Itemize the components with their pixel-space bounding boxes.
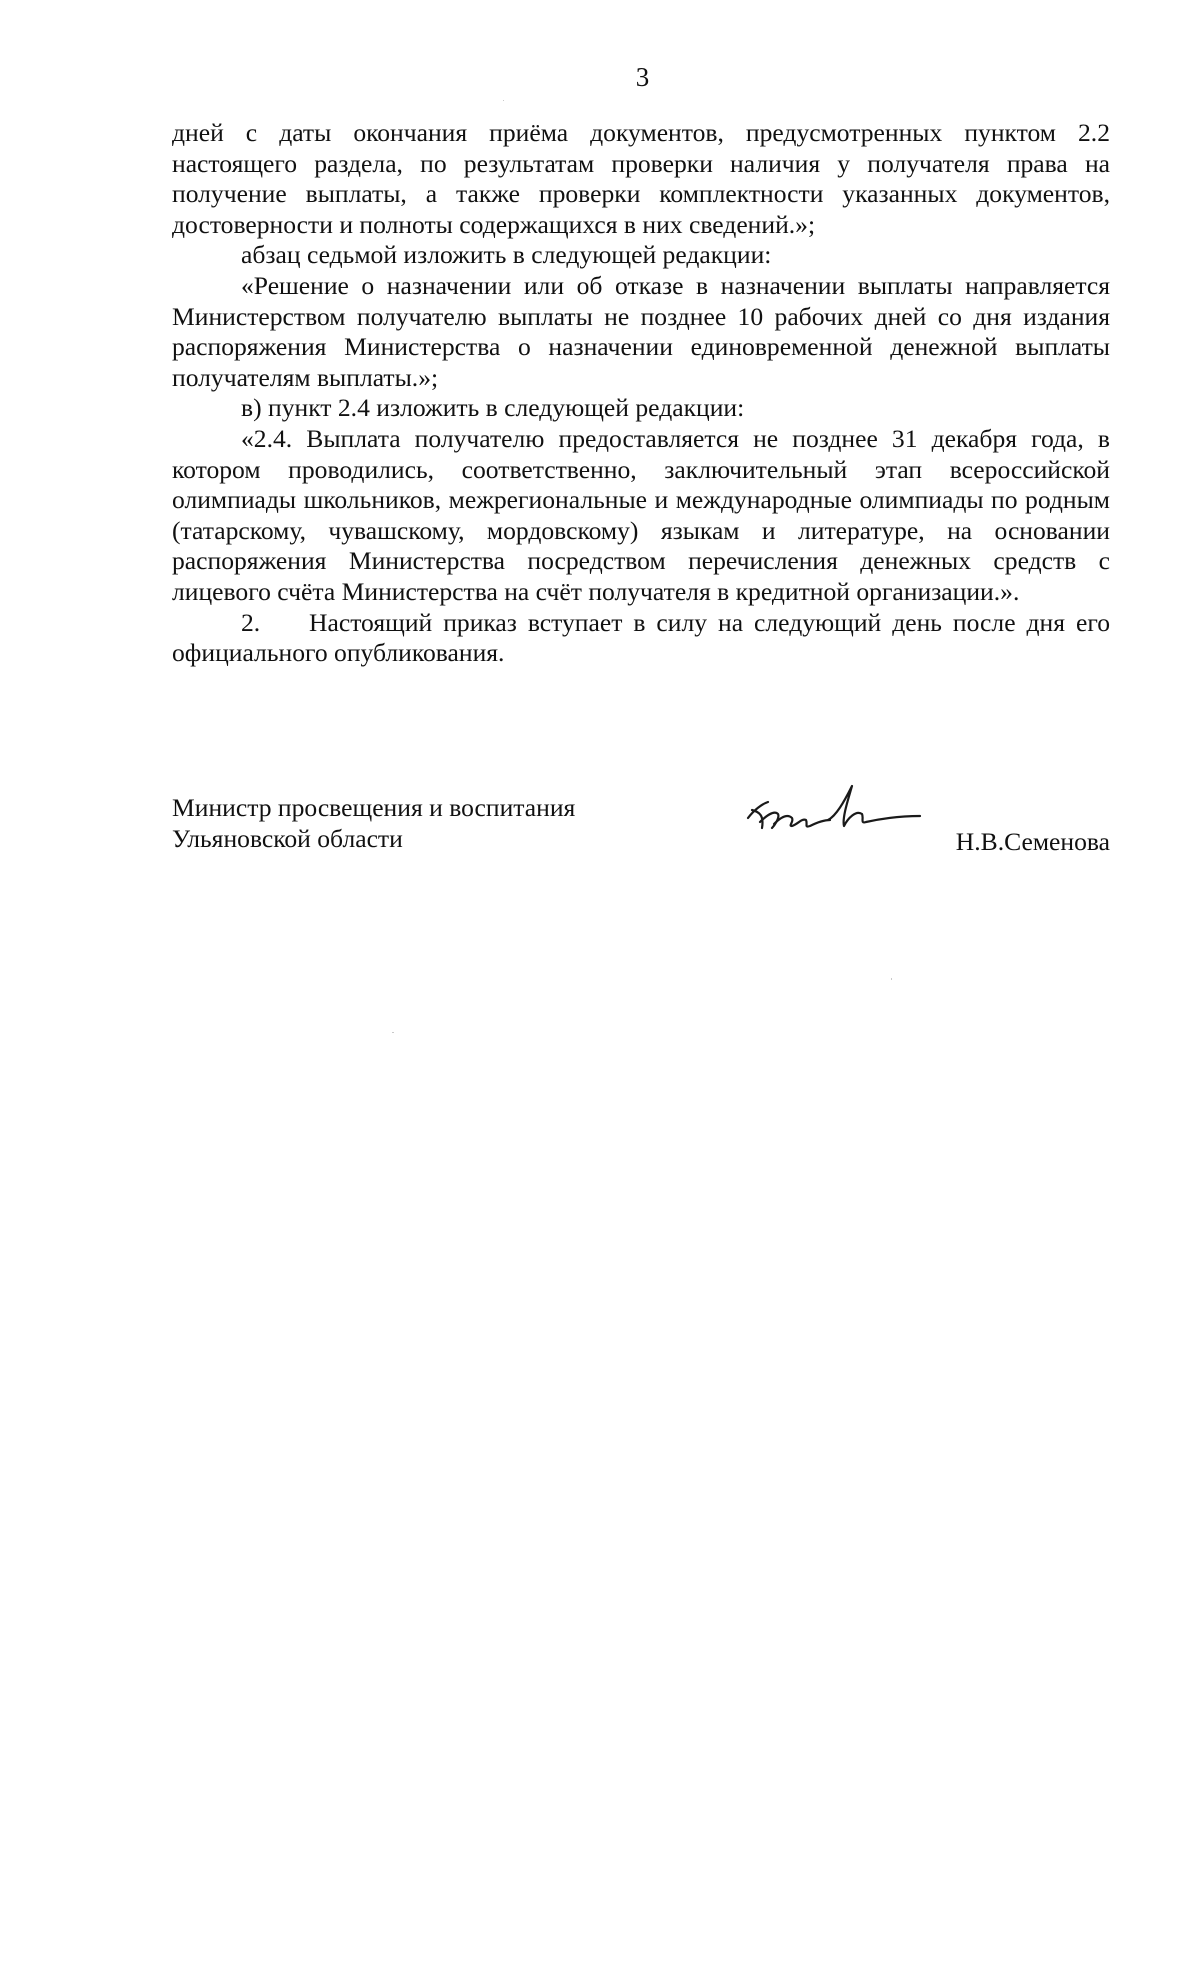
item-number: 2.	[241, 607, 261, 637]
paragraph-item-2-4-text: «2.4. Выплата получателю предоставляется не позднее 31 декабря года, в котором проводились, соответственно, заключительный этап всероссийской олимпиады школьников, межрегиональные и международные олимпиады по родным (татарскому, чувашскому, мордовскому) языкам и литературе, на основании распоряжения Министерства посредством перечисления денежных средств с лицевого счёта Министерства на счёт получателя в кредитной организации.».	[172, 423, 1110, 606]
scan-speck	[891, 978, 892, 980]
signer-position-line-2: Ульяновской области	[172, 824, 403, 853]
document-body	[172, 118, 1110, 669]
page-number: 3	[635, 62, 650, 92]
signer-position	[172, 792, 575, 854]
handwritten-signature-icon	[744, 780, 924, 842]
paragraph-seventh-abzac-intro: абзац седьмой изложить в следующей редакции:	[241, 240, 772, 270]
scan-speck	[503, 100, 504, 101]
paragraph-item-v-intro: в) пункт 2.4 изложить в следующей редакции:	[241, 393, 745, 423]
signer-name: Н.В.Семенова	[955, 827, 1110, 856]
paragraph-continuation: дней с даты окончания приёма документов, предусмотренных пунктом 2.2 настоящего раздела, по результатам проверки наличия у получателя права на получение выплаты, а также проверки комплектности указанных документов, достоверности и полноты содержащихся в них сведений.»;	[172, 118, 1110, 239]
signer-position-line-1: Министр просвещения и воспитания	[172, 793, 576, 822]
scan-speck	[392, 1032, 394, 1033]
numbered-item-2	[172, 608, 1110, 669]
paragraph-decision-text: «Решение о назначении или об отказе в назначении выплаты направляется Министерством получателю выплаты не позднее 10 рабочих дней со дня издания распоряжения Министерства о назначении единовременной денежной выплаты получателям выплаты.»;	[172, 270, 1110, 392]
item-text: Настоящий приказ вступает в силу на следующий день после дня его официального опубликования.	[172, 607, 1110, 668]
